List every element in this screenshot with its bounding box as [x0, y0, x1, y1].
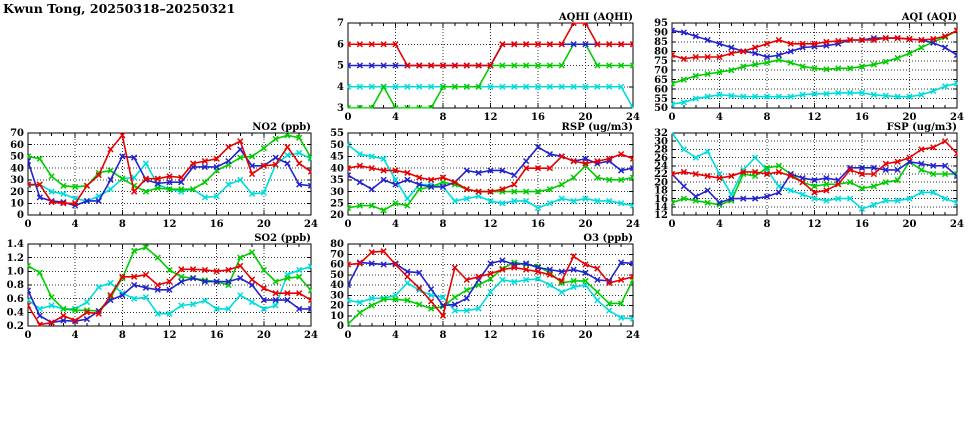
fsp-ytick-label: 30: [654, 136, 668, 148]
rsp-ytick-label: 35: [330, 175, 344, 187]
aqi-xtick-label: 4: [716, 112, 723, 123]
fsp-title: FSP (ug/m3): [886, 122, 957, 133]
aqi-ytick-label: 60: [654, 84, 668, 96]
so2-ytick-label: 1.0: [6, 266, 24, 278]
aqhi-ytick-label: 4: [337, 81, 344, 93]
aqi-xtick-label: 24: [950, 112, 964, 123]
no2-ytick-label: 30: [10, 175, 24, 187]
rsp-xtick-label: 16: [531, 219, 545, 230]
so2-series-green: [25, 245, 313, 314]
fsp-ytick-label: 16: [654, 193, 668, 205]
aqhi-xtick-label: 0: [344, 112, 352, 123]
aqhi-xtick-label: 12: [483, 112, 498, 123]
o3-ytick-label: 50: [330, 269, 344, 281]
aqi-ytick-label: 90: [654, 27, 668, 39]
fsp-ytick-label: 18: [654, 185, 668, 197]
so2-ytick-label: 0.8: [6, 280, 24, 292]
no2-xtick-label: 20: [256, 219, 271, 230]
o3-xtick-label: 4: [392, 330, 399, 341]
rsp-xtick-label: 24: [626, 219, 640, 230]
o3-ytick-label: 20: [330, 300, 344, 312]
fsp-xtick-label: 4: [716, 219, 723, 230]
aqi-ytick-label: 95: [654, 18, 668, 30]
fsp-xtick-label: 0: [668, 219, 676, 230]
aqhi-xtick-label: 20: [578, 112, 593, 123]
no2-xtick-label: 4: [71, 219, 79, 230]
chart-aqhi: [314, 10, 643, 130]
fsp-plot-area: [638, 120, 967, 233]
fsp-ytick-label: 12: [654, 210, 668, 222]
o3-ytick-label: 40: [330, 280, 344, 292]
rsp-ytick-label: 20: [330, 210, 344, 222]
aqi-xtick-label: 0: [668, 112, 676, 123]
o3-ytick-label: 0: [337, 321, 344, 333]
aqi-title: AQI (AQI): [901, 12, 957, 23]
aqhi-ytick-label: 6: [337, 39, 344, 51]
aqi-ytick-label: 80: [654, 46, 668, 58]
o3-ytick-label: 70: [330, 249, 344, 261]
fsp-xtick-label: 20: [902, 219, 917, 230]
rsp-xtick-label: 0: [344, 219, 352, 230]
aqi-xtick-label: 16: [855, 112, 869, 123]
rsp-ytick-label: 55: [330, 128, 344, 140]
rsp-plot-area: [314, 120, 643, 233]
fsp-xtick-label: 16: [855, 219, 869, 230]
rsp-ytick-label: 45: [330, 151, 344, 163]
o3-xtick-label: 12: [483, 330, 498, 341]
fsp-ytick-label: 14: [654, 202, 668, 213]
fsp-grid: [672, 133, 957, 215]
aqi-ytick-label: 65: [654, 74, 668, 86]
so2-xtick-label: 8: [118, 330, 126, 341]
so2-xtick-label: 0: [24, 330, 32, 341]
aqi-ytick-label: 55: [654, 93, 668, 105]
aqi-xtick-label: 8: [763, 112, 771, 123]
chart-fsp: [638, 120, 967, 237]
aqhi-plot-area: [314, 10, 643, 126]
rsp-grid: [348, 133, 633, 215]
chart-rsp: [314, 120, 643, 237]
so2-title: SO2 (ppb): [254, 233, 311, 244]
rsp-title: RSP (ug/m3): [561, 122, 633, 133]
aqhi-ytick-label: 3: [337, 103, 344, 115]
aqhi-xtick-label: 4: [392, 112, 399, 123]
aqi-series-group: [669, 28, 959, 107]
fsp-ytick-label: 32: [654, 128, 668, 140]
rsp-series-cyan: [345, 142, 635, 210]
so2-xtick-label: 16: [209, 330, 224, 341]
aqi-ytick-label: 50: [654, 103, 668, 115]
aqi-ytick-label: 75: [654, 55, 668, 67]
so2-xtick-label: 12: [162, 330, 177, 341]
so2-xtick-label: 20: [256, 330, 271, 341]
so2-xtick-label: 24: [304, 330, 318, 341]
chart-no2: [0, 120, 321, 237]
fsp-ytick-label: 26: [654, 152, 668, 164]
o3-title: O3 (ppb): [583, 233, 633, 244]
no2-plot-area: [0, 120, 321, 233]
no2-ytick-label: 0: [17, 210, 24, 222]
fsp-ytick-label: 20: [654, 177, 668, 189]
no2-ytick-label: 70: [10, 128, 24, 140]
no2-ytick-label: 40: [10, 163, 24, 175]
so2-ytick-label: 0.2: [6, 321, 24, 333]
rsp-xtick-label: 4: [392, 219, 399, 230]
aqhi-title: AQHI (AQHI): [558, 12, 633, 23]
aqhi-xtick-label: 24: [626, 112, 640, 123]
o3-ytick-label: 10: [330, 310, 344, 322]
rsp-ytick-label: 50: [330, 139, 344, 151]
no2-xtick-label: 12: [162, 219, 177, 230]
so2-ytick-label: 0.4: [6, 307, 24, 319]
no2-xtick-label: 16: [209, 219, 224, 230]
aqi-xtick-label: 20: [902, 112, 917, 123]
so2-xtick-label: 4: [71, 330, 79, 341]
fsp-ytick-label: 24: [654, 161, 668, 172]
rsp-xtick-label: 8: [439, 219, 447, 230]
chart-o3: [314, 231, 643, 348]
o3-ytick-label: 60: [330, 259, 344, 271]
o3-plot-area: [314, 231, 643, 344]
aqhi-ytick-label: 7: [337, 18, 344, 30]
aqi-plot-area: [638, 10, 967, 126]
so2-ytick-label: 1.2: [6, 252, 24, 264]
aqhi-xtick-label: 16: [531, 112, 545, 123]
fsp-ytick-label: 28: [654, 144, 668, 156]
aqi-series-cyan: [669, 81, 959, 107]
no2-xtick-label: 24: [304, 219, 318, 230]
no2-ytick-label: 10: [10, 198, 24, 210]
no2-ytick-label: 50: [10, 151, 24, 163]
aqi-xtick-label: 12: [807, 112, 822, 123]
so2-plot-area: [0, 231, 321, 344]
rsp-ytick-label: 25: [330, 198, 344, 210]
rsp-ytick-label: 40: [330, 163, 344, 175]
o3-xtick-label: 24: [626, 330, 640, 341]
no2-xtick-label: 8: [118, 219, 126, 230]
so2-ytick-label: 0.6: [6, 293, 24, 305]
no2-title: NO2 (ppb): [252, 122, 311, 133]
o3-xtick-label: 20: [578, 330, 593, 341]
fsp-xtick-label: 8: [763, 219, 771, 230]
aqhi-xtick-label: 8: [439, 112, 447, 123]
o3-xtick-label: 16: [531, 330, 545, 341]
aqhi-series-group: [345, 20, 635, 110]
fsp-ytick-label: 22: [654, 169, 668, 181]
chart-aqi: [638, 10, 967, 130]
rsp-xtick-label: 20: [578, 219, 593, 230]
o3-series-group: [345, 249, 635, 327]
aqhi-series-green: [345, 42, 635, 111]
o3-xtick-label: 0: [344, 330, 352, 341]
no2-ytick-label: 20: [10, 186, 24, 198]
chart-so2: [0, 231, 321, 348]
aqhi-ytick-label: 5: [337, 60, 344, 72]
so2-ytick-label: 1.4: [6, 239, 24, 251]
aqi-ytick-label: 70: [654, 65, 668, 77]
page-title: Kwun Tong, 20250318–20250321: [3, 1, 236, 16]
o3-ytick-label: 80: [330, 239, 344, 251]
fsp-xtick-label: 12: [807, 219, 822, 230]
fsp-xtick-label: 24: [950, 219, 964, 230]
o3-ytick-label: 30: [330, 290, 344, 302]
no2-ytick-label: 60: [10, 139, 24, 151]
no2-xtick-label: 0: [24, 219, 32, 230]
o3-xtick-label: 8: [439, 330, 447, 341]
aqi-ytick-label: 85: [654, 37, 668, 49]
rsp-ytick-label: 30: [330, 186, 344, 198]
rsp-xtick-label: 12: [483, 219, 498, 230]
